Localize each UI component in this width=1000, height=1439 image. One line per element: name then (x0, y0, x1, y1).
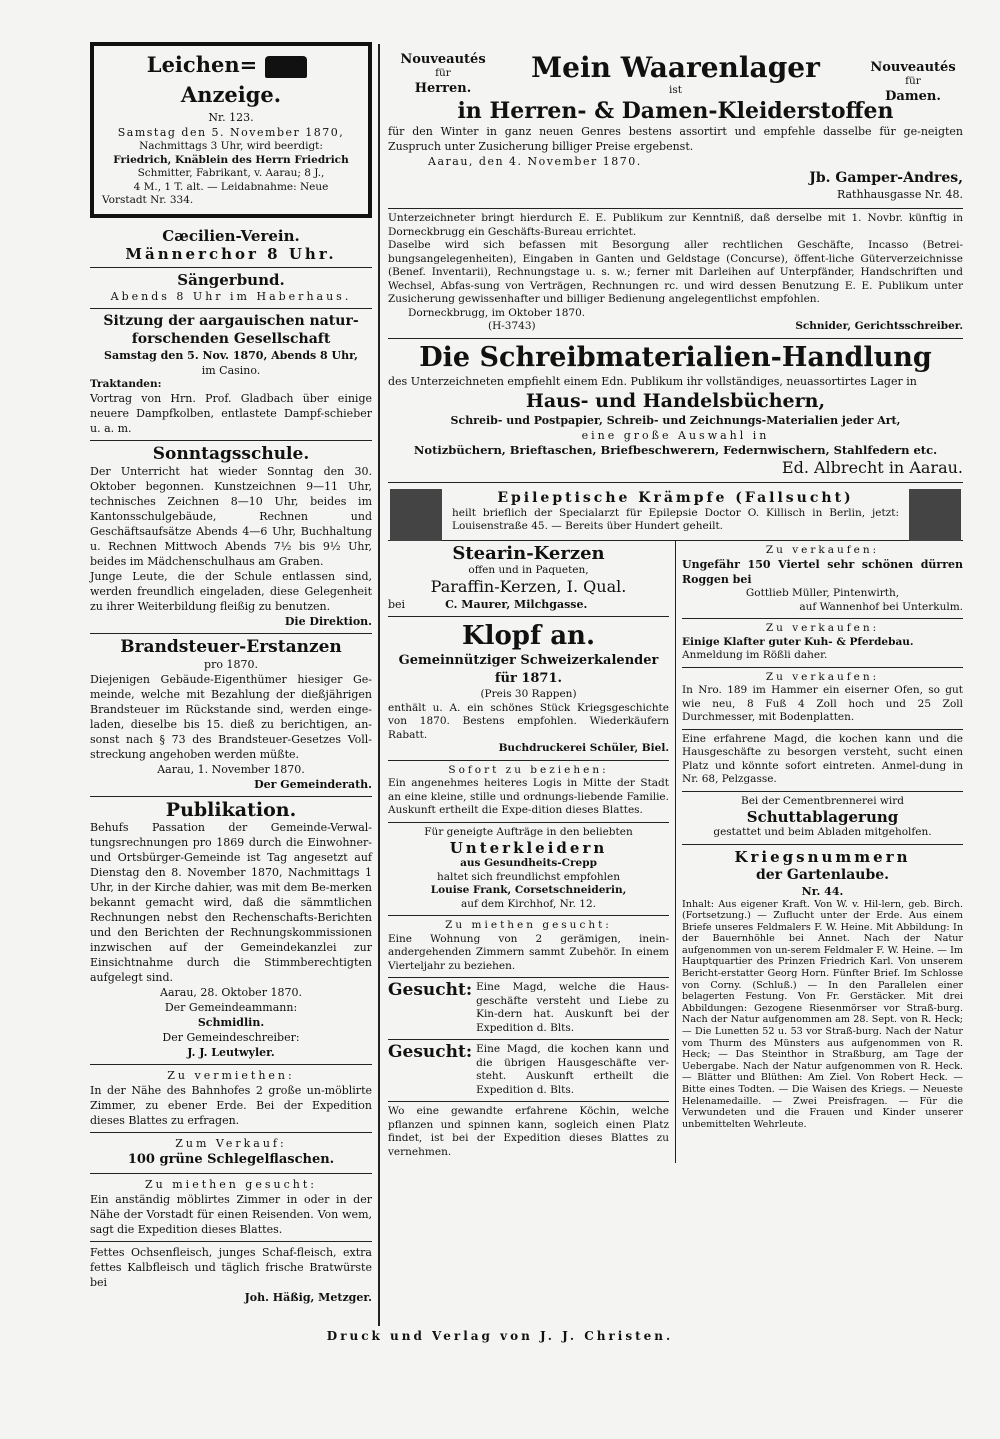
roggen-ad (682, 541, 963, 620)
publikation-s4: J. J. Leutwyler. (187, 1046, 275, 1059)
publikation-s1: Der Gemeindeammann: (164, 1001, 298, 1014)
nouveautes-left: Nouveautés (400, 52, 486, 67)
right-subcolumns (388, 541, 963, 1164)
kuh-body2: Anmeldung im Rößli daher. (682, 649, 828, 661)
klopf-t2: Gemeinnütziger Schweizerkalender (398, 653, 659, 668)
magd2-ad (388, 1040, 669, 1102)
sonntagsschule-sig: Die Direktion. (284, 615, 372, 628)
waarenlager-sig: Jb. Gamper-Andres, (809, 169, 963, 186)
subcolumn-a (388, 541, 675, 1164)
krieg-t2: der Gartenlaube. (755, 866, 890, 883)
ad-ornament-right (909, 489, 961, 541)
funeral-line5: Vorstadt Nr. 334. (102, 194, 194, 206)
verkauf-body: 100 grüne Schlegelflaschen. (127, 1152, 335, 1167)
caecilien-ad (90, 224, 372, 268)
nouveautes-right: Nouveautés (870, 60, 956, 75)
klopf-body: enthält u. A. ein schönes Stück Kriegsgeschichte von 1870. Bestens empfohlen. Wiederkäufern Rabatt. (388, 701, 669, 741)
krieg-t3: Nr. 44. (801, 884, 844, 898)
krieg-t1: Kriegsnummern (734, 847, 911, 866)
miethen-title: Zu miethen gesucht: (145, 1178, 317, 1191)
klopf-t1: Klopf an. (461, 621, 596, 651)
ofen-title: Zu verkaufen: (765, 670, 880, 683)
schreib-l3: eine große Auswahl in (581, 428, 770, 442)
fuer-left: für (435, 67, 451, 79)
saengerbund-sub: Abends 8 Uhr im Haberhaus. (110, 289, 352, 303)
unterkl-t5: Louise Frank, Corsetschneiderin, (430, 884, 627, 896)
waarenlager-ist: ist (669, 84, 682, 96)
unterkl-t6: auf dem Kirchhof, Nr. 12. (460, 897, 597, 910)
schreib-l2: Schreib- und Postpapier, Schreib- und Zeichnungs-Materialien jeder Art, (450, 413, 901, 427)
schreib-l1: Haus- und Handelsbüchern, (525, 389, 826, 412)
schutt-ad (682, 792, 963, 845)
bureau-sig: Schnider, Gerichtsschreiber. (795, 320, 963, 332)
brandsteuer-date: Aarau, 1. November 1870. (157, 763, 305, 776)
unterkleider-ad (388, 823, 669, 917)
magd1-ad (388, 978, 669, 1040)
fuer-right: für (905, 75, 921, 87)
brandsteuer-sub: pro 1870. (204, 658, 258, 671)
funeral-title-b: Anzeige. (180, 82, 282, 107)
nouveautes-damen (863, 60, 963, 104)
left-column (90, 38, 372, 1309)
imprint-footer: Druck und Verlag von J. J. Christen. (326, 1329, 674, 1343)
krieg-body: Inhalt: Aus eigener Kraft. Von W. v. Hil-lern, geb. Birch. (Fortsetzung.) — Zuflucht unter der Erde. Aus einem Briefe unseres Feldmalers F. W. Heine. Mit Abbildung: In der Bauernhöhle bei Annet. Nach der Natur aufgenommen von un-serem Feldmaler F. W. Heine. — Im Hauptquartier des Prinzen Friedrich Karl. Von unserem Bericht-erstatter Georg Horn. Fünfter Brief. Im Schlosse von Corny. (Schluß.) — In den Parallelen einer belagerten Festung. Von Fr. Gerstäcker. Mit drei Abbildungen: Gezogene Riesenmörser vor Straß-burg. Nach der Natur aufgenommen am 28. Sept. von R. Heck; — Die Lunetten 52 u. 53 vor Straß-burg. Nach der Natur vom Thurm des Münsters aus aufgenommen von R. Heck; — Das Steinthor in Straßburg, am Tage der Uebergabe. Nach der Natur aufgenommen von R. Heck. — Blätter und Blüthen: Am Ziel. Von Robert Heck. — Bitte eines Todten. — Die Waisen des Kriegs. — Neueste Helenamedaille. — Zwei Preisfragen. — Für die Verwundeten und die Frauen und Kinder unserer unbemittelten Wehrleute. (682, 898, 963, 1130)
funeral-date: Samstag den 5. November 1870, (117, 126, 345, 139)
stearin-ad (388, 541, 669, 618)
epilepsie-title: Epileptische Krämpfe (Fallsucht) (497, 489, 854, 506)
magd2-head: Gesucht: (388, 1042, 473, 1062)
herren-label: Herren. (414, 80, 472, 96)
funeral-line2: Friedrich, Knäblein des Herrn Friedrich (113, 153, 349, 166)
sitzung-traktanden: Traktanden: (90, 377, 162, 390)
bureau-footer (388, 320, 963, 334)
schutt-t2: Schuttablagerung (746, 808, 899, 826)
vermiethen-body: In der Nähe des Bahnhofes 2 große un-möblirte Zimmer, zu ebener Erde. Bei der Expedition dieses Blattes zu erfragen. (90, 1084, 372, 1127)
stearin-t5: C. Maurer, Milchgasse. (445, 598, 588, 611)
bureau-body2: Daselbe wird sich befassen mit Besorgung aller rechtlichen Geschäfte, Incasso (Betrei-bungsangelegenheiten), Eingaben in Ganten und Geldstage (Concurse), öffent-liche Güterverzeichnisse (Benef. Inventarii), Rechnungstage u. s. w.; ferner mit Darleihen auf Unterpfänder, Handschriften und Wechsel, Abfas-sung von Verträgen, Rechnungen rc. und wird dessen Benutzung E. E. Publikum unter Zusicherung gewissenhafter und billiger Bedienung angelegentlichst empfohlen. (388, 239, 963, 305)
coffin-icon (265, 56, 307, 78)
klopf-sig: Buchdruckerei Schüler, Biel. (498, 742, 669, 754)
magd3-body: Eine erfahrene Magd, die kochen kann und die Hausgeschäfte zu besorgen versteht, sucht einen Platz und könnte sofort eintreten. Anmel-dung in Nr. 68, Pelzgasse. (682, 732, 963, 785)
right-column (388, 38, 963, 1163)
waarenlager-body: für den Winter in ganz neuen Genres bestens assortirt und empfehle dasselbe für ge-neigten Zuspruch unter Zusicherung billiger Preise ergebenst. (388, 124, 963, 153)
kuh-title: Zu verkaufen: (765, 622, 880, 634)
waarenlager-ad (388, 38, 963, 209)
sonntagsschule-body: Der Unterricht hat wieder Sonntag den 30. Oktober begonnen. Kunstzeichnen 9—11 Uhr, technisches Zeichnen 8—10 Uhr, beides im Kantonsschulgebäude, Rechnen und Geschäftsaufsätze Abends 4—6 Uhr, Buchhaltung u. Rechnen Mittwoch Abends 7½ bis 9½ Uhr, beides im Mädchenschulhaus am Graben. (90, 465, 372, 568)
kuh-ad (682, 619, 963, 668)
schreib-sig: Ed. Albrecht in Aarau. (781, 457, 963, 477)
roggen-title: Zu verkaufen: (765, 543, 880, 556)
vermiethen-title: Zu vermiethen: (167, 1069, 295, 1082)
wohnung-title: Zu miethen gesucht: (445, 919, 612, 931)
miethen-ad (90, 1174, 372, 1242)
wohnung-body: Eine Wohnung von 2 gerämigen, inein-andergehenden Zimmern sammt Zubehör. In einem Vierteljahr zu beziehen. (388, 932, 669, 972)
unterkl-t3: aus Gesundheits-Crepp (460, 857, 597, 869)
miethen-body: Ein anständig möblirtes Zimmer in oder in der Nähe der Vorstadt für einen Reisenden. Von wem, sagt die Expedition dieses Blattes. (90, 1193, 372, 1236)
fleisch-sig: Joh. Häßig, Metzger. (244, 1291, 372, 1304)
funeral-line3: Schmitter, Fabrikant, v. Aarau; 8 J., (137, 167, 325, 179)
brandsteuer-body: Diejenigen Gebäude-Eigenthümer hiesiger Ge-meinde, welche mit Bezahlung der dießjährigen Brandsteuer im Rückstande sind, werden einge-laden, dieselbe bis 15. dieß zu berichtigen, an-sonst nach § 73 des Brandsteuer-Gesetzes Voll-streckung angehoben werden müßte. (90, 673, 372, 761)
roggen-sig: Gottlieb Müller, Pintenwirth, (745, 587, 900, 599)
publikation-date: Aarau, 28. Oktober 1870. (160, 986, 302, 999)
schutt-t3: gestattet und beim Abladen mitgeholfen. (713, 826, 932, 838)
unterkl-t2: Unterkleidern (449, 839, 608, 857)
waarenlager-title: Mein Waarenlager (531, 51, 820, 84)
waarenlager-addr: Rathhausgasse Nr. 48. (836, 187, 963, 201)
roggen-body: Ungefähr 150 Viertel sehr schönen dürren Roggen bei (682, 558, 963, 586)
subcolumn-b (675, 541, 963, 1164)
verkauf-ad (90, 1133, 372, 1174)
waarenlager-date: Aarau, den 4. November 1870. (428, 154, 642, 168)
publikation-s3: Der Gemeindeschreiber: (162, 1031, 300, 1044)
kriegsnummern-ad (682, 845, 963, 1135)
epilepsie-body: heilt brieflich der Specialarzt für Epilepsie Doctor O. Killisch in Berlin, jetzt: Louisenstraße 45. — Bereits über Hundert geheilt. (452, 506, 899, 532)
sonntagsschule-title: Sonntagsschule. (152, 444, 310, 464)
schreibmaterialien-ad (388, 339, 963, 483)
funeral-title-a: Leichen= (146, 52, 258, 77)
brandsteuer-sig: Der Gemeinderath. (254, 778, 372, 791)
klopf-ad (388, 617, 669, 761)
kuh-body: Einige Klafter guter Kuh- & Pferdebau. (682, 635, 914, 648)
publikation-s2: Schmidlin. (197, 1016, 265, 1029)
funeral-notice (90, 42, 372, 218)
nouveautes-herren (388, 52, 498, 96)
sonntagsschule-body2: Junge Leute, die der Schule entlassen sind, werden freundlich eingeladen, diese Gelegenheit zu ihrer Weiterbildung fleißig zu benutzen. (90, 570, 372, 613)
sitzung-body: Vortrag von Hrn. Prof. Gladbach über einige neuere Dampfkolben, entlastete Dampf-schieber u. a. m. (90, 392, 372, 435)
caecilien-sub: Männerchor 8 Uhr. (125, 244, 337, 263)
fleisch-body: Fettes Ochsenfleisch, junges Schaf-fleisch, extra fettes Kalbfleisch und täglich frische Bratwürste bei (90, 1246, 372, 1289)
vermiethen-ad (90, 1065, 372, 1133)
sitzung-title1: Sitzung der aargauischen natur- (103, 312, 359, 329)
stearin-t2: offen und in Paqueten, (468, 563, 589, 576)
damen-label: Damen. (885, 88, 941, 104)
roggen-sig2: auf Wannenhof bei Unterkulm. (799, 600, 963, 613)
bureau-date: Dorneckbrugg, im Oktober 1870. (408, 306, 586, 319)
wohnung-ad (388, 916, 669, 978)
ofen-body: In Nro. 189 im Hammer ein eiserner Ofen, so gut wie neu, 8 Fuß 4 Zoll hoch und 25 Zoll Durchmesser, mit Bodenplatten. (682, 684, 963, 723)
logis-title: Sofort zu beziehen: (448, 763, 609, 776)
logis-body: Ein angenehmes heiteres Logis in Mitte der Stadt an eine kleine, stille und ordnungs-liebende Familie. Auskunft ertheilt die Expe-dition dieses Blattes. (388, 777, 669, 816)
schreib-l4: Notizbüchern, Brieftaschen, Briefbeschwerern, Federnwischern, Stahlfedern etc. (413, 442, 938, 457)
ofen-ad (682, 668, 963, 730)
unterkl-t4: haltet sich freundlichst empfohlen (437, 870, 620, 883)
sonntagsschule-ad (90, 441, 372, 634)
brandsteuer-ad (90, 634, 372, 797)
schutt-t1: Bei der Cementbrennerei wird (740, 794, 905, 807)
schreib-body: des Unterzeichneten empfiehlt einem Edn. Publikum ihr vollständiges, neuassortirtes Lager in (388, 374, 917, 388)
koechin-ad (388, 1102, 669, 1163)
epilepsie-ad (388, 483, 963, 541)
bureau-code: (H-3743) (488, 320, 536, 332)
stearin-t3: Paraffin-Kerzen, I. Qual. (430, 577, 627, 596)
waarenlager-title2: in Herren- & Damen-Kleiderstoffen (457, 97, 894, 124)
verkauf-title: Zum Verkauf: (175, 1137, 287, 1150)
sitzung-ad (90, 309, 372, 442)
sitzung-place: im Casino. (201, 363, 261, 377)
koechin-body: Wo eine gewandte erfahrene Köchin, welche pflanzen und spinnen kann, sogleich einen Platz findet, ist bei der Expedition dieses Blattes zu vernehmen. (388, 1105, 669, 1158)
fleisch-ad (90, 1242, 372, 1309)
funeral-line1: Nachmittags 3 Uhr, wird beerdigt: (139, 140, 323, 152)
schreib-title: Die Schreibmaterialien-Handlung (419, 341, 932, 373)
klopf-t3: für 1871. (494, 671, 563, 686)
magd3-ad (682, 730, 963, 792)
publikation-body: Behufs Passation der Gemeinde-Verwal-tungsrechnungen pro 1869 durch die Einwohner-und Ortsbürger-Gemeinde ist Tag angesetzt auf Dienstag den 8. November 1870, Nachmittags 1 Uhr, in der Kirche dahier, was mit dem Be-merken bekannt gemacht wird, daß die sämmtlichen Rechnungen nebst den Rechenschafts-Berichten und den Berichten der Rechnungskommissionen inzwischen auf der Gemeindekanzlei zur Einsichtnahme durch die Stimmberechtigten aufgelegt sind. (90, 821, 372, 984)
sitzung-title2: forschenden Gesellschaft (131, 330, 331, 347)
column-divider (378, 44, 380, 1326)
ad-ornament-left (390, 489, 442, 541)
logis-ad (388, 761, 669, 823)
stearin-bei: bei (388, 598, 406, 611)
funeral-line4: 4 M., 1 T. alt. — Leidabnahme: Neue (133, 180, 329, 193)
bureau-body1: Unterzeichneter bringt hierdurch E. E. Publikum zur Kenntniß, daß derselbe mit 1. Novbr. künftig in Dorneckbrugg ein Geschäfts-Bureau errichtet. (388, 212, 963, 238)
klopf-t4: (Preis 30 Rappen) (480, 688, 577, 700)
brandsteuer-title: Brandsteuer-Erstanzen (120, 637, 342, 657)
magd1-body: Eine Magd, welche die Haus-geschäfte versteht und Liebe zu Kin-dern hat. Auskunft bei der Expedition d. Blts. (476, 981, 669, 1034)
publikation-ad (90, 797, 372, 1065)
sitzung-date: Samstag den 5. Nov. 1870, Abends 8 Uhr, (104, 348, 358, 362)
caecilien-title: Cæcilien-Verein. (162, 226, 300, 245)
saengerbund-title: Sängerbund. (177, 270, 285, 289)
stearin-t1: Stearin-Kerzen (452, 542, 605, 564)
magd2-body: Eine Magd, die kochen kann und die übrigen Hausgeschäfte ver-steht. Auskunft ertheilt die Expedition d. Blts. (476, 1043, 669, 1096)
bureau-ad (388, 209, 963, 339)
unterkl-t1: Für geneigte Aufträge in den beliebten (424, 825, 633, 838)
funeral-nr: Nr. 123. (208, 111, 254, 124)
magd1-head: Gesucht: (388, 980, 473, 1000)
publikation-title: Publikation. (165, 799, 297, 821)
saengerbund-ad (90, 268, 372, 309)
